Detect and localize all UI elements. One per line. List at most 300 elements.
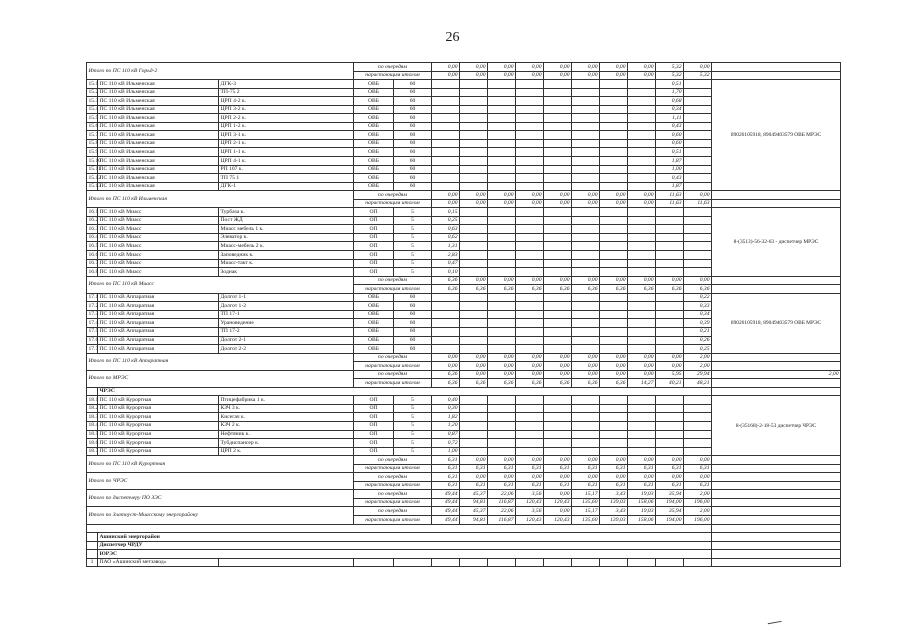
time-cell: 60 — [394, 97, 432, 106]
value-cell — [684, 148, 712, 157]
value-cell: 0,00 — [628, 63, 656, 72]
value-cell — [516, 558, 544, 567]
table-row — [87, 541, 841, 550]
contact-cell: 8-(35168)-2-18-53 диспетчер ЧРЭС — [712, 396, 841, 456]
substation-name: ПС 110 кВ Ильменская — [98, 80, 219, 89]
value-cell: 0,00 — [460, 353, 488, 362]
table-row — [87, 387, 841, 396]
value-cell: 0,00 — [628, 353, 656, 362]
value-cell: 6,31 — [432, 473, 460, 482]
value-cell — [488, 396, 516, 405]
contact-cell — [712, 507, 841, 516]
value-cell: 196,00 — [684, 498, 712, 507]
value-cell — [544, 268, 572, 277]
value-cell: 6,36 — [544, 285, 572, 294]
value-cell — [544, 319, 572, 328]
value-cell: 0,00 — [460, 362, 488, 371]
value-cell — [460, 319, 488, 328]
value-cell: 0,21 — [684, 327, 712, 336]
section-heading: Диспетчер ЧРДУ — [98, 541, 712, 550]
value-cell: 0,00 — [600, 353, 628, 362]
value-cell — [544, 404, 572, 413]
value-cell — [460, 148, 488, 157]
value-cell: 1,87 — [656, 157, 684, 166]
value-cell — [544, 225, 572, 234]
time-cell: 60 — [394, 157, 432, 166]
category-cell: ОВБ — [354, 131, 394, 140]
value-cell — [600, 165, 628, 174]
value-cell: 15,17 — [572, 490, 600, 499]
category-cell: ОП — [354, 421, 394, 430]
value-cell: 0,00 — [656, 473, 684, 482]
value-cell — [488, 251, 516, 260]
value-cell — [628, 310, 656, 319]
row-number: 15.1 — [88, 80, 99, 87]
value-cell — [544, 345, 572, 354]
substation-name: ПС 110 кВ Ильменская — [98, 165, 219, 174]
value-cell: 0,00 — [684, 456, 712, 465]
table-row — [87, 353, 841, 362]
category-cell: ОП — [354, 259, 394, 268]
time-cell: 60 — [394, 114, 432, 123]
value-cell — [684, 165, 712, 174]
value-cell: 0,00 — [628, 473, 656, 482]
value-cell: 40,21 — [656, 379, 684, 388]
time-cell: 5 — [394, 396, 432, 405]
feeder-name: Нефтяник к. — [219, 430, 354, 439]
value-cell: 0,00 — [544, 276, 572, 285]
value-cell — [572, 157, 600, 166]
value-cell — [516, 396, 544, 405]
subtotal-type: нарастающим итогом — [354, 379, 432, 388]
value-cell — [600, 302, 628, 311]
value-cell — [460, 336, 488, 345]
subtotal-label: Итого по ПС 110 кВ Аппаратная — [87, 353, 354, 370]
value-cell — [488, 447, 516, 456]
value-cell: 0,26 — [684, 336, 712, 345]
value-cell — [572, 105, 600, 114]
value-cell — [488, 139, 516, 148]
value-cell: 158,06 — [628, 515, 656, 524]
value-cell: 0,51 — [656, 80, 684, 89]
substation-name: ПС 110 кВ Ильменская — [98, 182, 219, 191]
value-cell: 1,87 — [656, 182, 684, 191]
value-cell: 6,31 — [628, 481, 656, 490]
value-cell: 2,00 — [684, 507, 712, 516]
value-cell — [684, 558, 712, 567]
value-cell — [516, 268, 544, 277]
value-cell: 0,00 — [572, 370, 600, 379]
category-cell: ОВБ — [354, 97, 394, 106]
value-cell — [572, 131, 600, 140]
substation-name: ПС 110 кВ Миасс — [98, 251, 219, 260]
subtotal-type: нарастающим итогом — [354, 481, 432, 490]
value-cell — [460, 558, 488, 567]
value-cell: 6,31 — [460, 481, 488, 490]
section-heading: ЮРЭС — [98, 550, 712, 559]
value-cell: 6,31 — [432, 464, 460, 473]
contact-cell — [712, 71, 841, 80]
value-cell — [600, 80, 628, 89]
value-cell: 6,31 — [656, 481, 684, 490]
value-cell: 120,43 — [516, 498, 544, 507]
value-cell: 0,00 — [628, 362, 656, 371]
value-cell: 0,43 — [656, 122, 684, 131]
value-cell: 0,25 — [432, 216, 460, 225]
value-cell — [488, 148, 516, 157]
value-cell: 0,00 — [544, 63, 572, 72]
value-cell — [628, 88, 656, 97]
value-cell — [544, 105, 572, 114]
value-cell — [628, 268, 656, 277]
subtotal-type: по очередям — [354, 473, 432, 482]
value-cell — [488, 259, 516, 268]
value-cell: 6,36 — [432, 276, 460, 285]
substation-name: ПС 110 кВ Миасс — [98, 216, 219, 225]
value-cell — [656, 319, 684, 328]
value-cell — [488, 404, 516, 413]
feeder-name: Долгот 1-1 — [219, 293, 354, 302]
feeder-name: ЦРП 2-1 к. — [219, 139, 354, 148]
substation-name: ПС 110 кВ Аппаратная — [98, 310, 219, 319]
value-cell — [600, 396, 628, 405]
value-cell: 0,25 — [684, 345, 712, 354]
value-cell — [656, 233, 684, 242]
value-cell: 0,00 — [488, 191, 516, 200]
substation-name: ПС 110 кВ Миасс — [98, 259, 219, 268]
subtotal-type: нарастающим итогом — [354, 464, 432, 473]
time-cell: 5 — [394, 242, 432, 251]
row-number: 17.2 — [88, 302, 99, 309]
value-cell — [432, 302, 460, 311]
value-cell — [600, 225, 628, 234]
value-cell — [628, 105, 656, 114]
value-cell: 0,00 — [572, 276, 600, 285]
table-row — [87, 533, 841, 542]
value-cell — [656, 439, 684, 448]
value-cell: 0,43 — [656, 174, 684, 183]
value-cell — [544, 293, 572, 302]
substation-name: ПС 110 кВ Курортная — [98, 404, 219, 413]
value-cell — [460, 131, 488, 140]
value-cell: 6,31 — [516, 481, 544, 490]
value-cell — [432, 80, 460, 89]
table-row — [87, 550, 841, 559]
value-cell — [572, 114, 600, 123]
value-cell: 158,06 — [628, 498, 656, 507]
row-number: 18.4 — [88, 422, 99, 429]
category-cell: ОВБ — [354, 336, 394, 345]
value-cell — [572, 208, 600, 217]
substation-name: ПС 110 кВ Ильменская — [98, 139, 219, 148]
value-cell: 6,31 — [432, 456, 460, 465]
value-cell — [628, 208, 656, 217]
value-cell — [656, 216, 684, 225]
value-cell — [544, 336, 572, 345]
value-cell — [488, 268, 516, 277]
value-cell: 15,17 — [572, 507, 600, 516]
substation-name: ПС 110 кВ Ильменская — [98, 131, 219, 140]
value-cell: 120,43 — [516, 515, 544, 524]
value-cell — [628, 157, 656, 166]
value-cell — [516, 216, 544, 225]
page-number: 26 — [445, 30, 460, 45]
time-cell: 5 — [394, 430, 432, 439]
value-cell — [600, 148, 628, 157]
value-cell — [684, 157, 712, 166]
value-cell — [628, 396, 656, 405]
substation-name: ПС 110 кВ Аппаратная — [98, 293, 219, 302]
feeder-name: Долгот 1-2 — [219, 302, 354, 311]
value-cell: 2,00 — [684, 490, 712, 499]
contact-cell — [712, 387, 841, 396]
value-cell: 0,34 — [656, 105, 684, 114]
contact-cell — [712, 541, 841, 550]
table-row — [87, 208, 841, 217]
value-cell: 0,00 — [544, 71, 572, 80]
value-cell — [572, 268, 600, 277]
contact-cell: 89026105918, 89049403579 ОВБ МРЭС — [712, 293, 841, 353]
substation-name: ПС 110 кВ Курортная — [98, 447, 219, 456]
row-number: 16.1 — [88, 208, 99, 215]
subtotal-type: по очередям — [354, 507, 432, 516]
value-cell — [516, 105, 544, 114]
value-cell — [572, 233, 600, 242]
value-cell — [572, 421, 600, 430]
category-cell: ОП — [354, 396, 394, 405]
value-cell — [656, 225, 684, 234]
value-cell: 116,87 — [488, 515, 516, 524]
value-cell — [544, 114, 572, 123]
substation-name: ПС 110 кВ Ильменская — [98, 114, 219, 123]
value-cell: 120,43 — [544, 498, 572, 507]
value-cell: 6,31 — [600, 464, 628, 473]
value-cell: 0,00 — [460, 456, 488, 465]
value-cell — [516, 259, 544, 268]
category-cell: ОВБ — [354, 327, 394, 336]
value-cell — [572, 251, 600, 260]
row-number: 15.12 — [88, 174, 102, 181]
substation-name: ПС 110 кВ Миасс — [98, 242, 219, 251]
value-cell — [544, 97, 572, 106]
feeder-name: ЦРП 4-2 к. — [219, 97, 354, 106]
value-cell — [460, 327, 488, 336]
value-cell — [460, 122, 488, 131]
value-cell — [432, 345, 460, 354]
value-cell: 0,51 — [656, 148, 684, 157]
value-cell — [544, 447, 572, 456]
value-cell — [600, 447, 628, 456]
row-number: 16.8 — [88, 268, 99, 275]
row-number: 17.3 — [88, 311, 99, 318]
table-row — [87, 558, 841, 567]
value-cell: 6,36 — [656, 285, 684, 294]
value-cell — [488, 114, 516, 123]
time-cell — [394, 558, 432, 567]
value-cell — [600, 105, 628, 114]
value-cell: 11,63 — [684, 199, 712, 208]
feeder-name: ДГК-3 — [219, 80, 354, 89]
row-number: 16.4 — [88, 234, 99, 241]
contact-cell — [712, 285, 841, 294]
value-cell — [684, 242, 712, 251]
value-cell: 194,00 — [656, 515, 684, 524]
row-number: 18.5 — [88, 431, 99, 438]
value-cell — [600, 251, 628, 260]
row-number: 16.7 — [88, 260, 99, 267]
value-cell — [600, 413, 628, 422]
value-cell — [544, 302, 572, 311]
value-cell — [488, 421, 516, 430]
value-cell — [684, 105, 712, 114]
value-cell — [544, 165, 572, 174]
value-cell — [656, 336, 684, 345]
value-cell — [460, 251, 488, 260]
value-cell — [600, 139, 628, 148]
value-cell — [572, 430, 600, 439]
value-cell — [432, 122, 460, 131]
value-cell — [656, 251, 684, 260]
value-cell — [684, 251, 712, 260]
time-cell: 60 — [394, 345, 432, 354]
value-cell — [600, 268, 628, 277]
subtotal-type: по очередям — [354, 456, 432, 465]
value-cell — [572, 439, 600, 448]
value-cell: 22,06 — [488, 490, 516, 499]
value-cell: 120,43 — [544, 515, 572, 524]
value-cell — [656, 259, 684, 268]
feeder-name: РП 107 к. — [219, 165, 354, 174]
value-cell: 0,00 — [516, 276, 544, 285]
time-cell: 60 — [394, 319, 432, 328]
value-cell: 19,03 — [628, 490, 656, 499]
value-cell — [684, 421, 712, 430]
value-cell — [488, 225, 516, 234]
feeder-name: Урановедение — [219, 319, 354, 328]
value-cell — [516, 430, 544, 439]
feeder-name: ТП 17-2 — [219, 327, 354, 336]
value-cell — [488, 430, 516, 439]
value-cell — [628, 114, 656, 123]
subtotal-label: Итого по ПС 110 кВ Ильменская — [87, 191, 354, 208]
value-cell — [460, 182, 488, 191]
value-cell: 6,31 — [516, 464, 544, 473]
value-cell: 1,70 — [656, 88, 684, 97]
value-cell: 0,30 — [432, 404, 460, 413]
value-cell — [516, 208, 544, 217]
substation-name: ПС 110 кВ Аппаратная — [98, 345, 219, 354]
value-cell — [432, 139, 460, 148]
contact-cell — [712, 276, 841, 285]
value-cell — [516, 157, 544, 166]
subtotal-label: Итого по ЧРЭС — [87, 473, 354, 490]
value-cell: 0,00 — [600, 370, 628, 379]
feeder-name: Миасс мебель 1 к. — [219, 225, 354, 234]
value-cell — [572, 216, 600, 225]
value-cell: 0,00 — [572, 473, 600, 482]
category-cell: ОП — [354, 439, 394, 448]
value-cell: 5,95 — [656, 370, 684, 379]
value-cell: 6,36 — [432, 370, 460, 379]
value-cell — [572, 345, 600, 354]
value-cell: 49,44 — [432, 515, 460, 524]
value-cell: 1,31 — [432, 242, 460, 251]
value-cell: 6,31 — [544, 481, 572, 490]
value-cell: 0,00 — [572, 71, 600, 80]
value-cell: 0,00 — [628, 199, 656, 208]
contact-cell — [712, 464, 841, 473]
value-cell — [628, 421, 656, 430]
value-cell — [600, 122, 628, 131]
value-cell — [516, 310, 544, 319]
value-cell: 0,00 — [516, 63, 544, 72]
category-cell: ОВБ — [354, 148, 394, 157]
row-number: 15.8 — [88, 140, 99, 147]
subtotal-type: нарастающим итогом — [354, 362, 432, 371]
value-cell — [544, 430, 572, 439]
value-cell — [628, 122, 656, 131]
value-cell — [488, 165, 516, 174]
value-cell — [488, 88, 516, 97]
value-cell — [600, 233, 628, 242]
value-cell: 0,00 — [600, 456, 628, 465]
value-cell: 194,00 — [656, 498, 684, 507]
category-cell: ОП — [354, 404, 394, 413]
value-cell: 0,00 — [516, 362, 544, 371]
row-number: 17.4 — [88, 319, 99, 326]
value-cell — [572, 165, 600, 174]
value-cell — [460, 439, 488, 448]
value-cell — [572, 97, 600, 106]
value-cell — [432, 327, 460, 336]
value-cell — [656, 396, 684, 405]
value-cell: 6,31 — [628, 464, 656, 473]
substation-name: ПС 110 кВ Ильменская — [98, 157, 219, 166]
subtotal-label: Итого по Златоуст-Миасскому энергорайону — [87, 507, 354, 524]
contact-cell — [712, 481, 841, 490]
value-cell — [432, 157, 460, 166]
value-cell: 2,00 — [684, 362, 712, 371]
subtotal-label: Итого по ПС 110 кВ Курортная — [87, 456, 354, 473]
value-cell — [600, 242, 628, 251]
feeder-name: ЦРП 2-2 к. — [219, 114, 354, 123]
value-cell — [544, 259, 572, 268]
section-heading: ЧРЭС — [98, 387, 712, 396]
section-spacer — [87, 550, 98, 559]
value-cell: 0,00 — [572, 63, 600, 72]
value-cell: 6,31 — [684, 481, 712, 490]
category-cell: ОВБ — [354, 88, 394, 97]
category-cell: ОВБ — [354, 80, 394, 89]
value-cell: 1,00 — [432, 447, 460, 456]
value-cell: 3,56 — [516, 507, 544, 516]
value-cell — [516, 413, 544, 422]
value-cell: 0,87 — [432, 430, 460, 439]
table-row — [87, 370, 841, 379]
value-cell — [572, 182, 600, 191]
subtotal-label: Итого по ПС 110 кВ Горьд-2 — [87, 63, 354, 80]
row-number: 15.6 — [88, 123, 99, 130]
value-cell: 6,36 — [488, 285, 516, 294]
value-cell — [544, 182, 572, 191]
value-cell: 0,00 — [628, 456, 656, 465]
value-cell — [684, 439, 712, 448]
value-cell — [628, 319, 656, 328]
row-number: 16.3 — [88, 225, 99, 232]
value-cell — [656, 558, 684, 567]
value-cell — [432, 293, 460, 302]
value-cell: 19,03 — [628, 507, 656, 516]
